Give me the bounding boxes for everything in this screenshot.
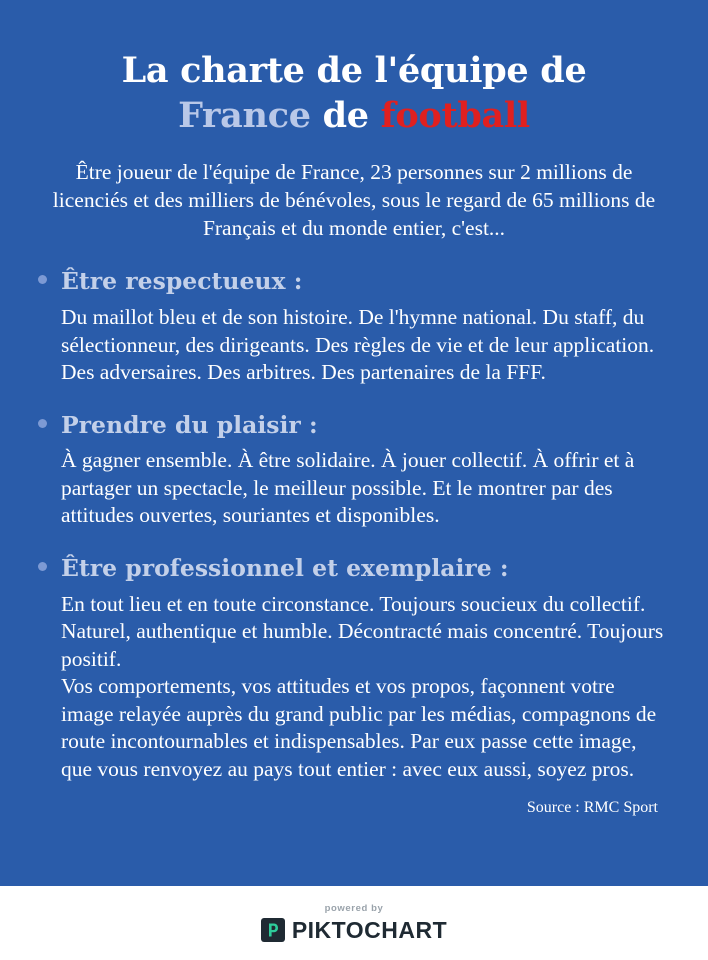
piktochart-logo[interactable] bbox=[261, 917, 447, 944]
title-word-football: football bbox=[380, 94, 530, 136]
section-respectueux-body bbox=[61, 304, 680, 387]
paragraph: Vos comportements, vos attitudes et vos propos, façonnent votre image relayée auprès du grand public par les médias, compagnons de route incontournables et indispensables. Par eux passe cette image, que vous renvoyez au pays tout entier : avec eux aussi, soyez pros. bbox=[61, 674, 657, 781]
section-plaisir-body bbox=[61, 447, 680, 530]
section-plaisir-title: Prendre du plaisir : bbox=[61, 410, 318, 439]
title-word-france: France bbox=[178, 94, 311, 136]
title-word-de: de bbox=[310, 94, 381, 136]
section-professionnel-title: Être professionnel et exemplaire : bbox=[61, 553, 509, 582]
page-title bbox=[28, 50, 680, 137]
powered-by-label: powered by bbox=[324, 902, 384, 914]
section-plaisir bbox=[28, 410, 680, 530]
section-professionnel-head bbox=[38, 553, 680, 582]
section-respectueux bbox=[28, 269, 680, 386]
section-professionnel-body bbox=[61, 591, 680, 784]
title-line-1: La charte de l'équipe de bbox=[121, 50, 587, 91]
paragraph: En tout lieu et en toute circonstance. Toujours soucieux du collectif. Naturel, authentique et humble. Décontracté mais concentré. Toujours positif. bbox=[61, 591, 664, 671]
section-plaisir-head bbox=[38, 410, 680, 439]
section-respectueux-title: Être respectueux : bbox=[61, 267, 303, 296]
section-respectueux-head bbox=[38, 269, 680, 295]
section-professionnel bbox=[28, 553, 680, 783]
footer-branding bbox=[0, 886, 708, 960]
bullet-icon bbox=[38, 419, 47, 428]
bullet-icon bbox=[38, 275, 47, 284]
paragraph: Du maillot bleu et de son histoire. De l'hymne national. Du staff, du sélectionneur, des dirigeants. Des règles de vie et de leur application. Des adversaires. Des arbitres. Des partenaires de la FFF. bbox=[61, 305, 655, 385]
paragraph: À gagner ensemble. À être solidaire. À jouer collectif. À offrir et à partager un spectacle, le meilleur possible. Et le montrer par des attitudes ouvertes, souriantes et disponibles. bbox=[61, 448, 635, 528]
intro-paragraph: Être joueur de l'équipe de France, 23 personnes sur 2 millions de licenciés et des milliers de bénévoles, sous le regard de 65 millions de Français et du monde entier, c'est... bbox=[52, 160, 656, 241]
title-line-2 bbox=[38, 95, 670, 138]
piktochart-mark-icon bbox=[261, 918, 285, 942]
piktochart-wordmark: PIKTOCHART bbox=[291, 916, 448, 943]
source-credit: Source : RMC Sport bbox=[526, 799, 658, 817]
bullet-icon bbox=[38, 562, 47, 571]
